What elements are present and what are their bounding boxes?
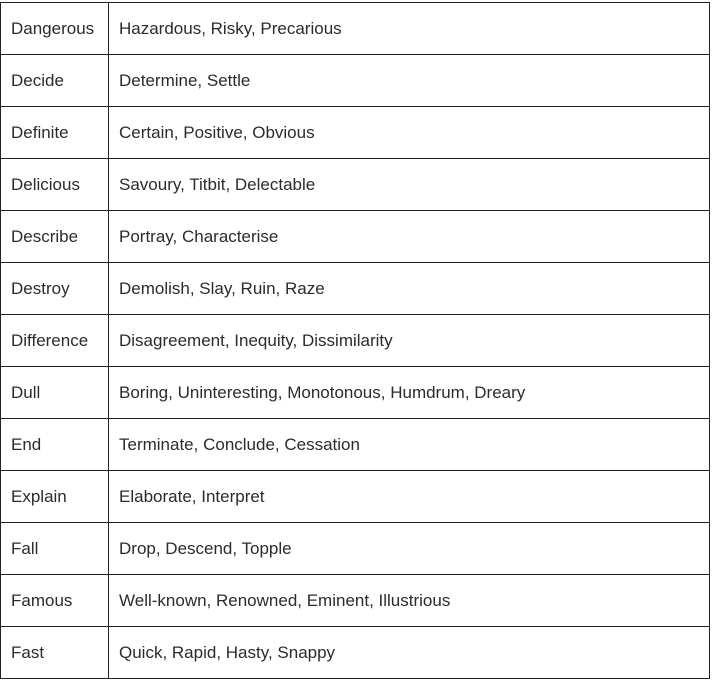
word-cell: Fast [1,627,109,679]
synonyms-cell: Savoury, Titbit, Delectable [109,159,710,211]
synonyms-cell: Terminate, Conclude, Cessation [109,419,710,471]
synonyms-cell: Disagreement, Inequity, Dissimilarity [109,315,710,367]
table-row [1,575,710,627]
word-cell: Famous [1,575,109,627]
synonyms-cell: Boring, Uninteresting, Monotonous, Humdrum, Dreary [109,367,710,419]
word-cell: Delicious [1,159,109,211]
table-row [1,159,710,211]
table-row [1,419,710,471]
synonyms-cell: Portray, Characterise [109,211,710,263]
synonyms-cell: Certain, Positive, Obvious [109,107,710,159]
word-cell: Decide [1,55,109,107]
word-cell: Explain [1,471,109,523]
synonyms-cell: Well-known, Renowned, Eminent, Illustrious [109,575,710,627]
synonym-table-body [1,3,710,679]
word-cell: Definite [1,107,109,159]
table-row [1,627,710,679]
word-cell: Fall [1,523,109,575]
synonyms-cell: Elaborate, Interpret [109,471,710,523]
word-cell: Destroy [1,263,109,315]
word-cell: Dull [1,367,109,419]
word-cell: Difference [1,315,109,367]
word-cell: End [1,419,109,471]
table-row [1,263,710,315]
synonyms-cell: Determine, Settle [109,55,710,107]
table-row [1,471,710,523]
table-row [1,523,710,575]
table-row [1,211,710,263]
synonyms-cell: Quick, Rapid, Hasty, Snappy [109,627,710,679]
word-cell: Describe [1,211,109,263]
synonyms-cell: Drop, Descend, Topple [109,523,710,575]
table-row [1,107,710,159]
table-row [1,55,710,107]
table-row [1,3,710,55]
table-row [1,315,710,367]
synonym-table [0,2,710,679]
synonyms-cell: Demolish, Slay, Ruin, Raze [109,263,710,315]
synonyms-cell: Hazardous, Risky, Precarious [109,3,710,55]
word-cell: Dangerous [1,3,109,55]
table-row [1,367,710,419]
